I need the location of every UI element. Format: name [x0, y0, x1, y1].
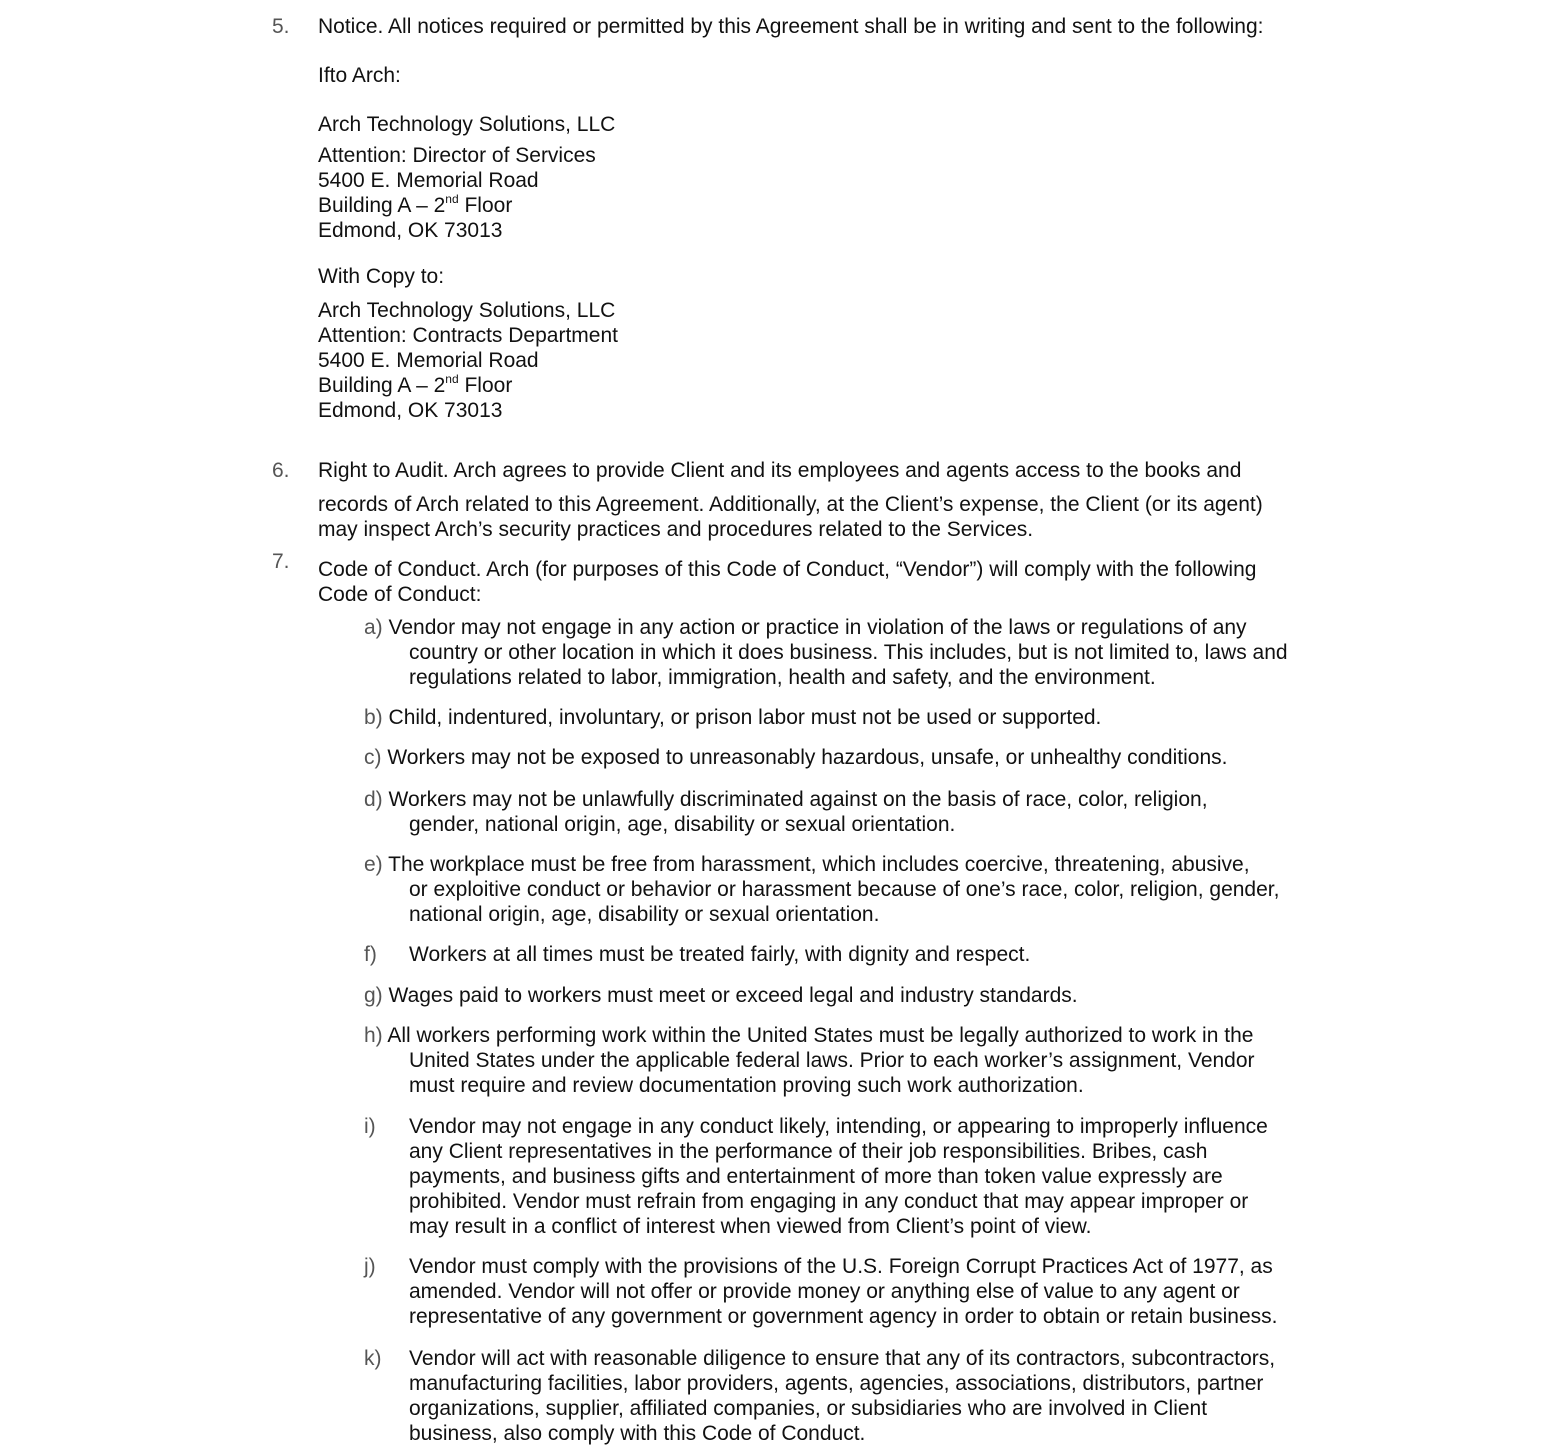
code-item-d: d) Workers may not be unlawfully discriminated against on the basis of race, color, religion, gender, national origin, age, disability or sexual orientation.	[364, 788, 1208, 836]
code-item-k: k)	[364, 1347, 382, 1370]
address-line: Arch Technology Solutions, LLC	[318, 113, 616, 136]
code-item-b: b) Child, indentured, involuntary, or prison labor must not be used or supported.	[364, 706, 1102, 729]
address-line: Attention: Contracts Department	[318, 324, 618, 347]
address-block-copy	[318, 298, 618, 423]
code-item-g: g) Wages paid to workers must meet or exceed legal and industry standards.	[364, 984, 1078, 1007]
address-block-primary	[318, 112, 615, 243]
address-line: 5400 E. Memorial Road	[318, 169, 539, 192]
address-line: 5400 E. Memorial Road	[318, 349, 539, 372]
code-item-e: e) The workplace must be free from harassment, which includes coercive, threatening, abusive, or exploitive conduct or behavior or harassment because of one’s race, color, religion, gender, national origin, age, disability or sexual orientation.	[364, 853, 1280, 926]
address-line: Edmond, OK 73013	[318, 399, 503, 422]
code-item-j-text: Vendor must comply with the provisions of the U.S. Foreign Corrupt Practices Act of 1977, as amended. Vendor will not offer or provide money or anything else of value to any agent or representative of any government or government agency in order to obtain or retain business.	[409, 1255, 1278, 1328]
code-item-k-text: Vendor will act with reasonable diligence to ensure that any of its contractors, subcontractors, manufacturing facilities, labor providers, agents, agencies, associations, distributors, partner organizations, supplier, affiliated companies, or subsidiaries who are involved in Client business, also comply with this Code of Conduct.	[409, 1347, 1276, 1445]
code-item-f-text: Workers at all times must be treated fairly, with dignity and respect.	[409, 943, 1031, 966]
code-item-f: f)	[364, 943, 377, 966]
code-item-j: j)	[364, 1255, 376, 1278]
address-line: Arch Technology Solutions, LLC	[318, 299, 616, 322]
copy-to-label: With Copy to:	[318, 265, 445, 288]
code-item-i: i)	[364, 1115, 376, 1138]
address-line: Building A – 2nd Floor	[318, 372, 513, 397]
section-6-text: Right to Audit. Arch agrees to provide Client and its employees and agents access to the books and records of Arch related to this Agreement. Additionally, at the Client’s expense, the Client (or its agent) may inspect Arch’s security practices and procedures related to the Services.	[318, 459, 1263, 541]
section-5-text: Notice. All notices required or permitted by this Agreement shall be in writing and sent to the following:	[318, 15, 1264, 38]
section-6-number: 6.	[272, 459, 290, 482]
code-item-a: a) Vendor may not engage in any action or practice in violation of the laws or regulations of any country or other location in which it does business. This includes, but is not limited to, laws and regulations related to labor, immigration, health and safety, and the environment.	[364, 616, 1288, 689]
code-item-h: h) All workers performing work within the United States must be legally authorized to work in the United States under the applicable federal laws. Prior to each worker’s assignment, Vendor must require and review documentation proving such work authorization.	[364, 1024, 1255, 1097]
address-line: Building A – 2nd Floor	[318, 192, 513, 217]
section-5-number: 5.	[272, 15, 290, 38]
address-line: Edmond, OK 73013	[318, 219, 503, 242]
code-item-i-text: Vendor may not engage in any conduct likely, intending, or appearing to improperly influence any Client representatives in the performance of their job responsibilities. Bribes, cash payments, and business gifts and entertainment of more than token value expressly are prohibited. Vendor must refrain from engaging in any conduct that may appear improper or may result in a conflict of interest when viewed from Client’s point of view.	[409, 1115, 1268, 1238]
address-line: Attention: Director of Services	[318, 144, 596, 167]
section-7-number: 7.	[272, 550, 290, 573]
notice-recipient-label: Ifto Arch:	[318, 64, 401, 87]
section-7-text: Code of Conduct. Arch (for purposes of this Code of Conduct, “Vendor”) will comply with the following Code of Conduct:	[318, 558, 1257, 606]
code-item-c: c) Workers may not be exposed to unreasonably hazardous, unsafe, or unhealthy conditions.	[364, 746, 1228, 769]
